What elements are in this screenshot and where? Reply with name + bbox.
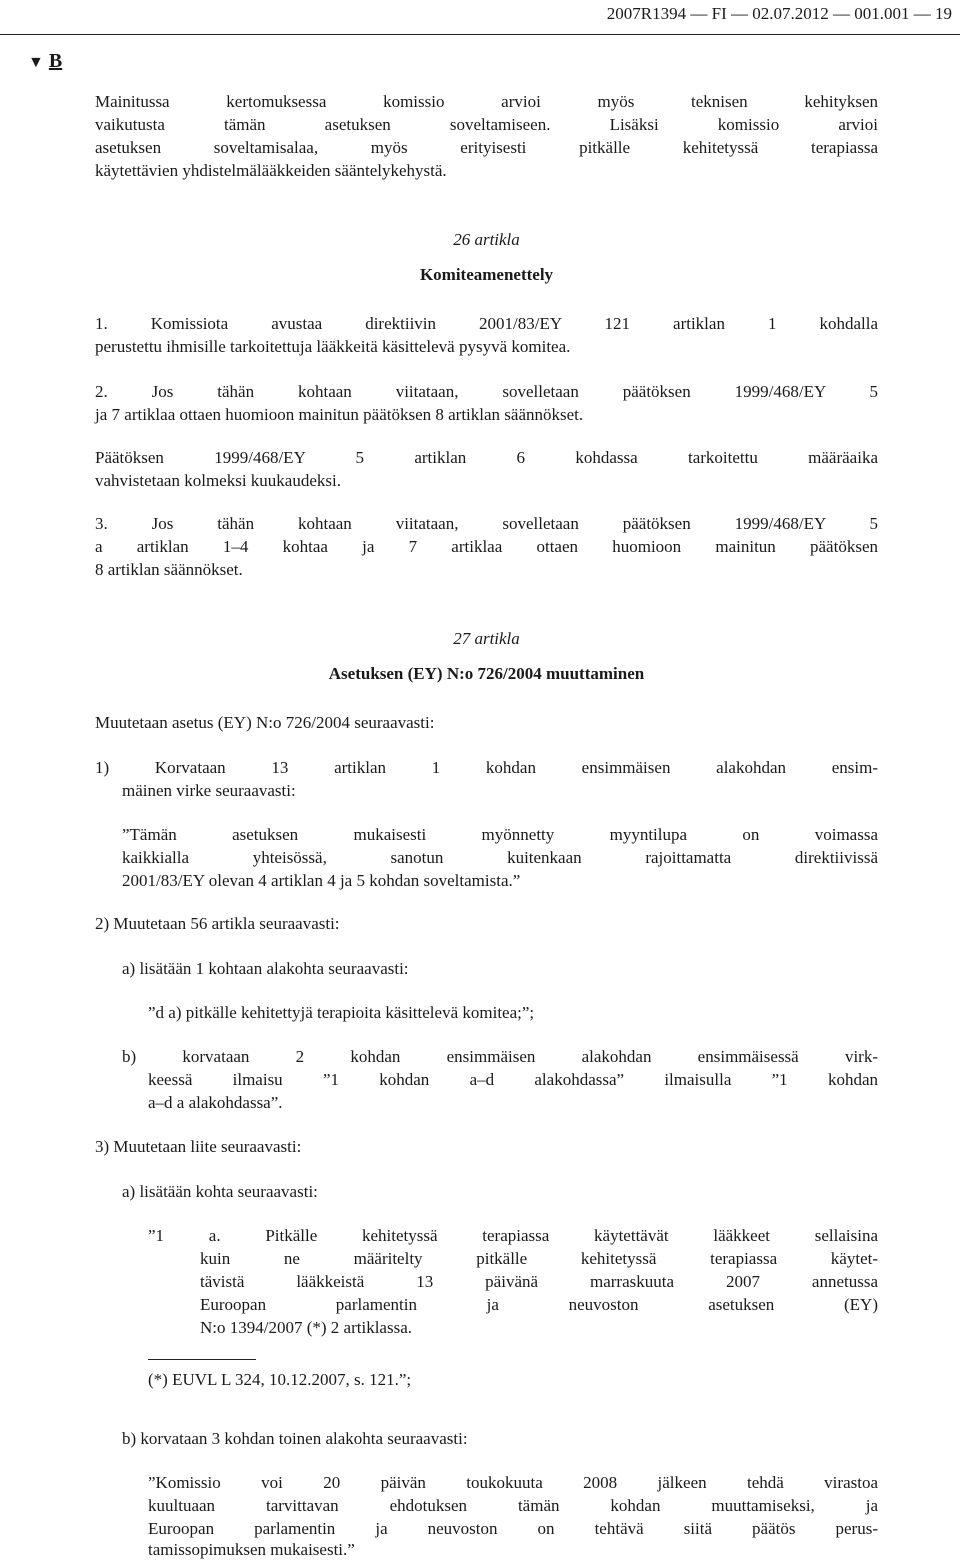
paragraph-line: 1. Komissiota avustaa direktiivin 2001/83/EY 121 artiklan 1 kohdalla [95, 314, 878, 333]
quote-line: tamissopimuksen mukaisesti.” [148, 1540, 355, 1559]
paragraph-line: vaikutusta tämän asetuksen soveltamiseen. Lisäksi komissio arvioi [95, 115, 878, 134]
quote-line: ”1 a. Pitkälle kehitetyssä terapiassa käytettävät lääkkeet sellaisina [148, 1226, 878, 1245]
paragraph-line: ja 7 artiklaa ottaen huomioon mainitun päätöksen 8 artiklan säännökset. [95, 405, 584, 424]
list-item-line: a) lisätään 1 kohtaan alakohta seuraavasti: [122, 959, 409, 978]
article-title: Asetuksen (EY) N:o 726/2004 muuttaminen [328, 664, 645, 683]
list-item-line: 2) Muutetaan 56 artikla seuraavasti: [95, 914, 340, 933]
list-item-line: a–d a alakohdassa”. [148, 1093, 283, 1112]
footnote-rule [148, 1359, 256, 1360]
article-number: 26 artikla [453, 230, 520, 249]
quote-line: ”Tämän asetuksen mukaisesti myönnetty myyntilupa on voimassa [122, 825, 878, 844]
quote-line: ”Komissio voi 20 päivän toukokuuta 2008 jälkeen tehdä virastoa [148, 1473, 878, 1492]
quote-line: kuin ne määritelty pitkälle kehitetyssä terapiassa käytet- [200, 1249, 878, 1268]
paragraph-line: 8 artiklan säännökset. [95, 560, 243, 579]
quote-line: ”d a) pitkälle kehitettyjä terapioita käsittelevä komitea;”; [148, 1003, 535, 1022]
quote-line: Euroopan parlamentin ja neuvoston asetuksen (EY) [200, 1295, 878, 1314]
quote-line: N:o 1394/2007 (*) 2 artiklassa. [200, 1318, 412, 1337]
list-item-line: a) lisätään kohta seuraavasti: [122, 1182, 318, 1201]
quote-line: Euroopan parlamentin ja neuvoston on tehtävä siitä päätös perus- [148, 1519, 878, 1538]
paragraph-line: Mainitussa kertomuksessa komissio arvioi myös teknisen kehityksen [95, 92, 878, 111]
quote-line: 2001/83/EY olevan 4 artiklan 4 ja 5 kohdan soveltamista.” [122, 871, 521, 890]
quote-line: kuultuaan tarvittavan ehdotuksen tämän kohdan muuttamiseksi, ja [148, 1496, 878, 1515]
paragraph-line: Muutetaan asetus (EY) N:o 726/2004 seuraavasti: [95, 713, 435, 732]
list-item-line: 1) Korvataan 13 artiklan 1 kohdan ensimmäisen alakohdan ensim- [95, 758, 878, 777]
list-item-line: b) korvataan 3 kohdan toinen alakohta seuraavasti: [122, 1429, 468, 1448]
article-title: Komiteamenettely [419, 265, 554, 284]
quote-line: kaikkialla yhteisössä, sanotun kuitenkaan rajoittamatta direktiivissä [122, 848, 878, 867]
paragraph-line: a artiklan 1–4 kohtaa ja 7 artiklaa ottaen huomioon mainitun päätöksen [95, 537, 878, 556]
list-item-line: keessä ilmaisu ”1 kohdan a–d alakohdassa” ilmaisulla ”1 kohdan [148, 1070, 878, 1089]
article-number: 27 artikla [453, 629, 520, 648]
list-item-line: mäinen virke seuraavasti: [122, 781, 296, 800]
paragraph-line: 2. Jos tähän kohtaan viitataan, sovelletaan päätöksen 1999/468/EY 5 [95, 382, 878, 401]
paragraph-line: perustettu ihmisille tarkoitettuja lääkkeitä käsittelevä pysyvä komitea. [95, 337, 571, 356]
footnote: (*) EUVL L 324, 10.12.2007, s. 121.”; [148, 1370, 412, 1389]
triangle-down-icon: ▼ [28, 54, 44, 71]
paragraph-line: käytettävien yhdistelmälääkkeiden sääntelykehystä. [95, 161, 447, 180]
marker-label: B [48, 50, 63, 72]
page-header: 2007R1394 — FI — 02.07.2012 — 001.001 — 19 [606, 4, 952, 23]
paragraph-line: 3. Jos tähän kohtaan viitataan, sovelletaan päätöksen 1999/468/EY 5 [95, 514, 878, 533]
paragraph-line: Päätöksen 1999/468/EY 5 artiklan 6 kohdassa tarkoitettu määräaika [95, 448, 878, 467]
paragraph-line: asetuksen soveltamisalaa, myös erityisesti pitkälle kehitetyssä terapiassa [95, 138, 878, 157]
consolidation-marker [28, 50, 62, 73]
quote-line: tävistä lääkkeistä 13 päivänä marraskuuta 2007 annetussa [200, 1272, 878, 1291]
header-rule [0, 34, 960, 35]
list-item-line: 3) Muutetaan liite seuraavasti: [95, 1137, 302, 1156]
list-item-line: b) korvataan 2 kohdan ensimmäisen alakohdan ensimmäisessä virk- [122, 1047, 878, 1066]
paragraph-line: vahvistetaan kolmeksi kuukaudeksi. [95, 471, 341, 490]
